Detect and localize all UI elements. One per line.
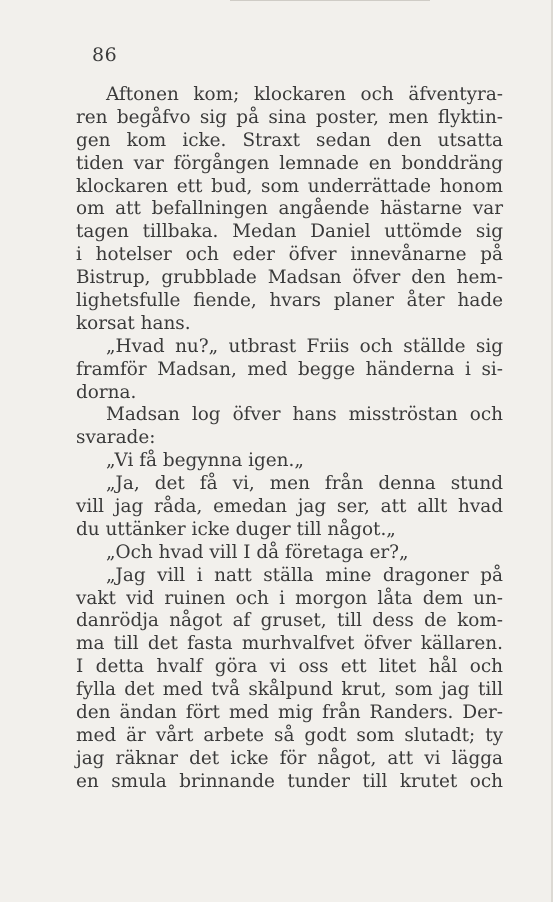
text-line: dorna. xyxy=(76,381,137,403)
text-line: danrödja något af gruset, till dess de kom- xyxy=(76,610,503,632)
text-line: med är vårt arbete så godt som slutadt; ty xyxy=(76,724,503,746)
text-line: korsat hans. xyxy=(76,312,191,334)
text-line: i hotelser och eder öfver innevånarne på xyxy=(76,244,503,266)
text-line: jag räknar det icke för något, att vi lägga xyxy=(76,747,503,769)
page-number: 86 xyxy=(92,44,118,66)
text-line: tagen tillbaka. Medan Daniel uttömde sig xyxy=(76,221,503,243)
text-line: fylla det med två skålpund krut, som jag till xyxy=(76,679,503,701)
text-line: en smula brinnande tunder till krutet och xyxy=(76,770,503,792)
text-line: svarade: xyxy=(76,427,156,449)
text-line: Aftonen kom; klockaren och äfventyra- xyxy=(106,84,503,105)
text-line: Bistrup, grubblade Madsan öfver den hem- xyxy=(76,267,503,289)
text-line: om att befallningen angående hästarne var xyxy=(76,198,503,220)
text-line: vill jag råda, emedan jag ser, att allt hvad xyxy=(76,496,503,518)
text-line: „Jag vill i natt ställa mine dragoner på xyxy=(106,564,503,586)
text-line: ren begåfvo sig på sina poster, men flyktin- xyxy=(76,106,503,128)
text-line: den ändan fört med mig från Randers. Der- xyxy=(76,702,503,724)
text-line: „Vi få begynna igen.„ xyxy=(106,450,304,472)
text-line: lighetsfulle fiende, hvars planer åter hade xyxy=(76,290,503,312)
text-line: gen kom icke. Straxt sedan den utsatta xyxy=(76,129,503,151)
text-line: framför Madsan, med begge händerna i si- xyxy=(76,358,503,380)
text-line: ma till det fasta murhvalfvet öfver källaren. xyxy=(76,633,503,655)
text-line: Madsan log öfver hans misströstan och xyxy=(106,404,503,426)
text-line: „Hvad nu?„ utbrast Friis och ställde sig xyxy=(106,335,503,357)
text-line: tiden var förgången lemnade en bonddräng xyxy=(76,152,503,174)
text-line: klockaren ett bud, som underrättade honom xyxy=(76,175,503,197)
page-top-edge xyxy=(230,0,430,1)
text-line: du uttänker icke duger till något.„ xyxy=(76,518,396,540)
body-text xyxy=(76,84,503,794)
text-line: „Och hvad vill I då företaga er?„ xyxy=(106,541,409,563)
text-line: vakt vid ruinen och i morgon låta dem un- xyxy=(76,587,503,609)
text-line: I detta hvalf göra vi oss ett litet hål och xyxy=(76,656,503,678)
text-line: „Ja, det få vi, men från denna stund xyxy=(106,473,503,495)
